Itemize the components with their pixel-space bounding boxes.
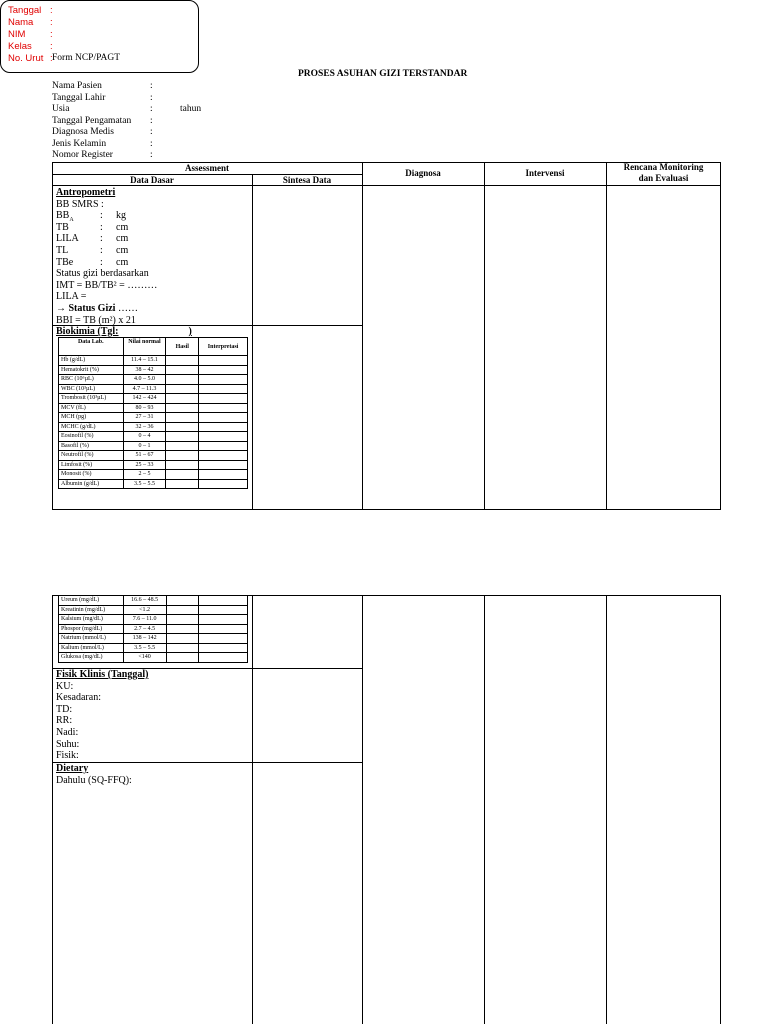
lab-name: MCH (pg) bbox=[59, 413, 124, 423]
lab-hasil bbox=[166, 356, 199, 366]
lab-hasil bbox=[166, 365, 199, 375]
lab-interpretasi bbox=[199, 413, 248, 423]
fisik-nadi: Nadi: bbox=[56, 726, 79, 738]
lab-row bbox=[59, 422, 248, 432]
fisik-rr: RR: bbox=[56, 715, 73, 727]
lab-interpretasi bbox=[199, 596, 248, 606]
lab-interpretasi bbox=[199, 615, 248, 625]
dietary-heading: Dietary bbox=[56, 763, 89, 774]
header-sintesa-data: Sintesa Data bbox=[282, 175, 332, 185]
lab-hasil bbox=[166, 470, 199, 480]
lab-normal: <1.2 bbox=[123, 605, 166, 615]
lab-name: Phospor (mg/dL) bbox=[59, 624, 124, 634]
fisik-kesadaran: Kesadaran: bbox=[56, 692, 101, 704]
lab-normal: 27 – 31 bbox=[123, 413, 166, 423]
lab-row bbox=[59, 394, 248, 404]
id-row-no-urut: No. Urut : bbox=[8, 53, 53, 64]
id-row-kelas: Kelas : bbox=[8, 41, 53, 52]
fisik-suhu: Suhu: bbox=[56, 738, 80, 750]
lab-col-data: Data Lab. bbox=[59, 338, 124, 356]
field-jenis-kelamin: Jenis Kelamin : bbox=[52, 139, 153, 149]
lab-hasil bbox=[166, 432, 199, 442]
lab-name: Limfosit (%) bbox=[59, 460, 124, 470]
lab-row bbox=[59, 479, 248, 489]
lab-interpretasi bbox=[199, 422, 248, 432]
row-bba: $BB_A$ : kg bbox=[56, 210, 126, 224]
header-diagnosa: Diagnosa bbox=[405, 168, 441, 178]
id-row-nim: NIM : bbox=[8, 29, 53, 40]
lab-interpretasi bbox=[199, 356, 248, 366]
lab-interpretasi bbox=[199, 470, 248, 480]
lab-interpretasi bbox=[199, 394, 248, 404]
lab-hasil bbox=[166, 413, 199, 423]
lab-row bbox=[59, 615, 248, 625]
field-tanggal-pengamatan: Tanggal Pengamatan : bbox=[52, 116, 153, 126]
lab-name: Hb (g/dL) bbox=[59, 356, 124, 366]
lab-normal: <140 bbox=[123, 653, 166, 663]
lab-hasil bbox=[166, 653, 199, 663]
header-data-dasar: Data Dasar bbox=[130, 175, 174, 185]
lab-name: Eosinofil (%) bbox=[59, 432, 124, 442]
lab-normal: 2.7 – 4.5 bbox=[123, 624, 166, 634]
lab-normal: 51 – 67 bbox=[123, 451, 166, 461]
row-tl: TL : cm bbox=[56, 244, 129, 256]
fisik-td: TD: bbox=[56, 703, 73, 715]
lab-hasil bbox=[166, 605, 199, 615]
status-gizi-basis: Status gizi berdasarkan bbox=[56, 268, 149, 280]
lab-normal: 4.7 – 11.3 bbox=[123, 384, 166, 394]
lab-name: MCV (fL) bbox=[59, 403, 124, 413]
lab-hasil bbox=[166, 384, 199, 394]
lab-hasil bbox=[166, 479, 199, 489]
id-row-tanggal: Tanggal : bbox=[8, 5, 53, 16]
field-diagnosa-medis: Diagnosa Medis : bbox=[52, 127, 153, 137]
lab-name: Kalsium (mg/dL) bbox=[59, 615, 124, 625]
lab-interpretasi bbox=[199, 403, 248, 413]
lab-normal: 38 – 42 bbox=[123, 365, 166, 375]
lab-normal: 138 – 142 bbox=[123, 634, 166, 644]
lab-name: Monosit (%) bbox=[59, 470, 124, 480]
lab-name: Neutrofil (%) bbox=[59, 451, 124, 461]
form-code: Form NCP/PAGT bbox=[52, 53, 121, 63]
lab-row bbox=[59, 634, 248, 644]
lab-interpretasi bbox=[199, 643, 248, 653]
lab-row bbox=[59, 384, 248, 394]
lab-normal: 32 – 36 bbox=[123, 422, 166, 432]
lab-row bbox=[59, 365, 248, 375]
antropometri-heading: Antropometri bbox=[56, 187, 116, 198]
lab-normal: 2 – 5 bbox=[123, 470, 166, 480]
page-title: PROSES ASUHAN GIZI TERSTANDAR bbox=[298, 69, 468, 79]
lab-name: Glukosa (mg/dL) bbox=[59, 653, 124, 663]
lab-name: Kreatinin (mg/dL) bbox=[59, 605, 124, 615]
row-tb: TB : cm bbox=[56, 221, 129, 233]
lab-name: Ureum (mg/dL) bbox=[59, 596, 124, 606]
lab-interpretasi bbox=[199, 365, 248, 375]
lab-interpretasi bbox=[199, 634, 248, 644]
lab-row bbox=[59, 460, 248, 470]
lab-name: Hematokrit (%) bbox=[59, 365, 124, 375]
row-lila: LILA : cm bbox=[56, 233, 129, 245]
lab-normal: 0 – 1 bbox=[123, 441, 166, 451]
lab-normal: 3.5 – 5.5 bbox=[123, 643, 166, 653]
lab-interpretasi bbox=[199, 624, 248, 634]
biokimia-heading: Biokimia (Tgl: ) bbox=[56, 326, 192, 337]
lab-row bbox=[59, 596, 248, 606]
lab-name: Albumin (g/dL) bbox=[59, 479, 124, 489]
lab-interpretasi bbox=[199, 605, 248, 615]
lab-table-page2 bbox=[58, 595, 248, 663]
lab-row bbox=[59, 375, 248, 385]
header-assessment: Assessment bbox=[185, 163, 229, 173]
lab-row bbox=[59, 413, 248, 423]
lab-row bbox=[59, 653, 248, 663]
lab-col-normal: Nilai normal bbox=[123, 338, 166, 356]
lab-name: Basofil (%) bbox=[59, 441, 124, 451]
lab-hasil bbox=[166, 403, 199, 413]
field-nomor-register: Nomor Register : bbox=[52, 150, 153, 160]
lab-col-hasil: Hasil bbox=[166, 338, 199, 356]
lab-row bbox=[59, 470, 248, 480]
lab-name: MCHC (g/dL) bbox=[59, 422, 124, 432]
lab-hasil bbox=[166, 422, 199, 432]
lab-interpretasi bbox=[199, 460, 248, 470]
lab-row bbox=[59, 451, 248, 461]
lab-normal: 80 – 93 bbox=[123, 403, 166, 413]
lab-normal: 11.4 – 15.1 bbox=[123, 356, 166, 366]
fisik-klinis-section bbox=[56, 669, 148, 762]
field-nama-pasien: Nama Pasien : bbox=[52, 81, 153, 91]
lab-table-page1 bbox=[58, 337, 248, 489]
lab-hasil bbox=[166, 624, 199, 634]
lab-name: Natrium (mmol/L) bbox=[59, 634, 124, 644]
lab-hasil bbox=[166, 375, 199, 385]
lab-normal: 3.5 – 5.5 bbox=[123, 479, 166, 489]
lab-row bbox=[59, 432, 248, 442]
lab-hasil bbox=[166, 394, 199, 404]
lab-hasil bbox=[166, 441, 199, 451]
lab-hasil bbox=[166, 634, 199, 644]
fisik-klinis-heading: Fisik Klinis (Tanggal) bbox=[56, 669, 149, 680]
lab-normal: 16.6 – 48.5 bbox=[123, 596, 166, 606]
antropometri-section bbox=[56, 187, 157, 326]
bbi-formula: BBI = TB (m²) x 21 bbox=[56, 314, 136, 326]
lab-interpretasi bbox=[199, 451, 248, 461]
imt-formula: IMT = BB/TB² = ……… bbox=[56, 279, 158, 291]
lab-interpretasi bbox=[199, 375, 248, 385]
lab-hasil bbox=[166, 451, 199, 461]
lab-hasil bbox=[166, 615, 199, 625]
lab-col-interpretasi: Interpretasi bbox=[199, 338, 248, 356]
fisik-ku: KU: bbox=[56, 680, 74, 692]
field-usia: Usia : tahun bbox=[52, 104, 202, 114]
lab-interpretasi bbox=[199, 441, 248, 451]
lab-row bbox=[59, 624, 248, 634]
lab-interpretasi bbox=[199, 432, 248, 442]
lab-row bbox=[59, 441, 248, 451]
lab-name: RBC (10⁶µL) bbox=[59, 375, 124, 385]
field-tanggal-lahir: Tanggal Lahir : bbox=[52, 93, 153, 103]
lab-name: WBC (10³µL) bbox=[59, 384, 124, 394]
bb-smrs: BB SMRS : bbox=[56, 198, 104, 210]
dietary-dahulu: Dahulu (SQ-FFQ): bbox=[56, 774, 132, 786]
header-monitoring: Rencana Monitoring dan Evaluasi bbox=[623, 162, 704, 183]
lab-hasil bbox=[166, 460, 199, 470]
header-intervensi: Intervensi bbox=[525, 168, 565, 178]
dietary-section bbox=[56, 763, 132, 786]
lab-normal: 7.6 – 11.0 bbox=[123, 615, 166, 625]
lab-normal: 25 – 33 bbox=[123, 460, 166, 470]
status-gizi: → Status Gizi …… bbox=[56, 302, 138, 314]
lab-interpretasi bbox=[199, 384, 248, 394]
lab-row bbox=[59, 643, 248, 653]
lab-interpretasi bbox=[199, 653, 248, 663]
lab-interpretasi bbox=[199, 479, 248, 489]
fisik-fisik: Fisik: bbox=[56, 750, 79, 762]
lab-row bbox=[59, 356, 248, 366]
lab-hasil bbox=[166, 643, 199, 653]
lila-line: LILA = bbox=[56, 291, 87, 303]
lab-name: Kalium (mmol/L) bbox=[59, 643, 124, 653]
lab-row bbox=[59, 403, 248, 413]
lab-row bbox=[59, 605, 248, 615]
row-tbe: TBe : cm bbox=[56, 256, 129, 268]
id-row-nama: Nama : bbox=[8, 17, 53, 28]
lab-normal: 4.0 – 5.0 bbox=[123, 375, 166, 385]
lab-normal: 142 – 424 bbox=[123, 394, 166, 404]
lab-normal: 0 – 4 bbox=[123, 432, 166, 442]
lab-hasil bbox=[166, 596, 199, 606]
lab-name: Trombosit (10³µL) bbox=[59, 394, 124, 404]
